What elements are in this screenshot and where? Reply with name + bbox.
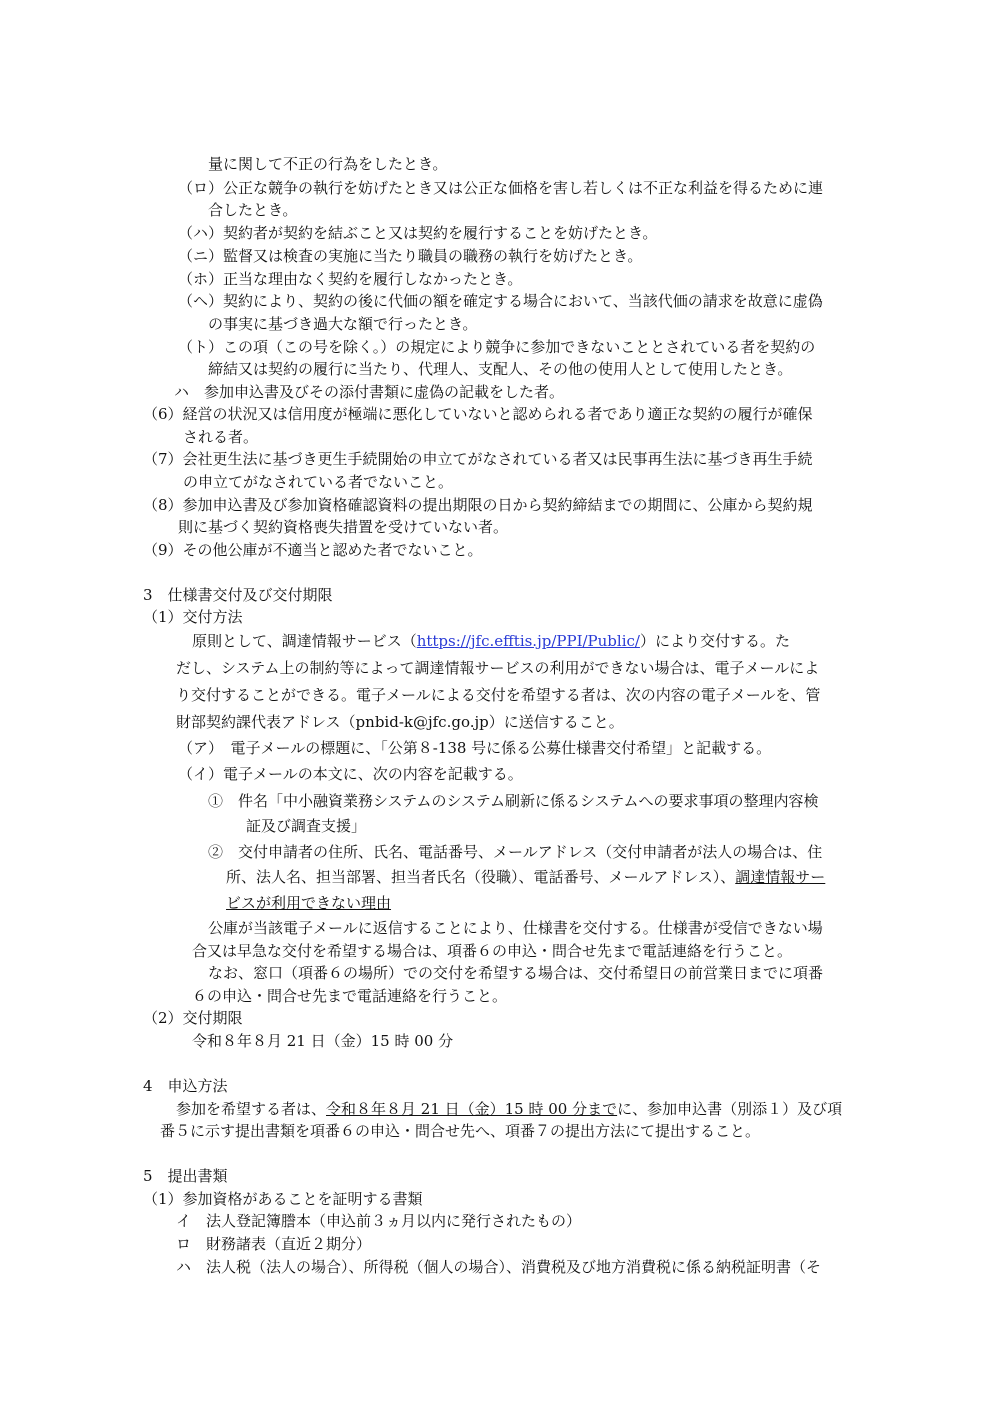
text-line: の事実に基づき過大な額で行ったとき。 <box>208 315 478 333</box>
subsection-heading: （1）交付方法 <box>143 608 243 626</box>
list-item-ha: （ハ）契約者が契約を結ぶこと又は契約を履行することを妨げたとき。 <box>178 224 658 242</box>
deadline-text: 令和８年８月 21 日（金）15 時 00 分 <box>192 1032 454 1050</box>
text-line: される者。 <box>183 428 259 446</box>
list-item-8: （8）参加申込書及び参加資格確認資料の提出期限の日から契約締結までの期間に、公庫から契約規 <box>143 496 813 514</box>
paragraph-line: り交付することができる。電子メールによる交付を希望する者は、次の内容の電子メールを、管 <box>176 686 821 704</box>
subsection-heading: （1）参加資格があることを証明する書類 <box>143 1190 423 1208</box>
list-item-circled-1: ① 件名「中小融資業務システムのシステム刷新に係るシステムへの要求事項の整理内容検 <box>208 792 819 810</box>
paragraph-line <box>176 1098 842 1121</box>
text-line: 締結又は契約の履行に当たり、代理人、支配人、その他の使用人として使用したとき。 <box>208 360 793 378</box>
paragraph-line: ６の申込・問合せ先まで電話連絡を行うこと。 <box>192 987 508 1005</box>
paragraph-line: なお、窓口（項番６の場所）での交付を希望する場合は、交付希望日の前営業日までに項番 <box>208 964 824 982</box>
text-span: に、参加申込書（別添１）及び項 <box>617 1100 843 1118</box>
paragraph-line: 財部契約課代表アドレス（pnbid-k@jfc.go.jp）に送信すること。 <box>176 713 624 731</box>
underlined-text: 調達情報サー <box>735 868 826 886</box>
list-item-i-doc: イ 法人登記簿謄本（申込前３ヵ月以内に発行されたもの） <box>176 1212 582 1230</box>
paragraph-line: 公庫が当該電子メールに返信することにより、仕様書を交付する。仕様書が受信できない場 <box>208 919 823 937</box>
paragraph-line: 番５に示す提出書類を項番６の申込・問合せ先へ、項番７の提出方法にて提出すること。 <box>160 1122 761 1140</box>
text-span: 所、法人名、担当部署、担当者氏名（役職）、電話番号、メールアドレス）、 <box>226 868 736 886</box>
text-line: 量に関して不正の行為をしたとき。 <box>208 155 448 173</box>
list-item-circled-2: ② 交付申請者の住所、氏名、電話番号、メールアドレス（交付申請者が法人の場合は、住 <box>208 843 823 861</box>
text-line: 則に基づく契約資格喪失措置を受けていない者。 <box>178 518 509 536</box>
list-item-a: （ア） 電子メールの標題に、「公第８-138 号に係る公募仕様書交付希望」と記載する。 <box>178 739 772 757</box>
procurement-service-link[interactable]: https://jfc.efftis.jp/PPI/Public/ <box>416 632 640 650</box>
list-item-ha-doc: ハ 法人税（法人の場合）、所得税（個人の場合）、消費税及び地方消費税に係る納税証明書（そ <box>176 1258 822 1276</box>
paragraph-line: 合又は早急な交付を希望する場合は、項番６の申込・問合せ先まで電話連絡を行うこと。 <box>192 942 793 960</box>
list-item-ni: （ニ）監督又は検査の実施に当たり職員の職務の執行を妨げたとき。 <box>178 247 643 265</box>
list-item-ha-main: ハ 参加申込書及びその添付書類に虚偽の記載をした者。 <box>174 383 565 401</box>
text-line: 証及び調査支援」 <box>246 817 367 835</box>
list-item-to: （ト）この項（この号を除く。）の規定により競争に参加できないこととされている者を契約の <box>178 338 816 356</box>
list-item-he: （ヘ）契約により、契約の後に代価の額を確定する場合において、当該代価の請求を故意に虚偽 <box>178 292 823 310</box>
subsection-heading: （2）交付期限 <box>143 1009 243 1027</box>
text-line: の申立てがなされている者でないこと。 <box>183 473 454 491</box>
list-item-ro-doc: ロ 財務諸表（直近２期分） <box>176 1235 372 1253</box>
section-heading-4: 4 申込方法 <box>143 1077 228 1095</box>
list-item-7: （7）会社更生法に基づき更生手続開始の申立てがなされている者又は民事再生法に基づき再生手続 <box>143 450 813 468</box>
list-item-ro: （ロ）公正な競争の執行を妨げたとき又は公正な価格を害し若しくは不正な利益を得るために連 <box>178 179 824 197</box>
list-item-9: （9）その他公庫が不適当と認めた者でないこと。 <box>143 541 483 559</box>
list-item-ho: （ホ）正当な理由なく契約を履行しなかったとき。 <box>178 270 523 288</box>
section-heading-3: 3 仕様書交付及び交付期限 <box>143 586 333 604</box>
paragraph-line: だし、システム上の制約等によって調達情報サービスの利用ができない場合は、電子メールによ <box>176 659 820 677</box>
text-line: 合したとき。 <box>208 201 298 219</box>
text-span: 参加を希望する者は、 <box>176 1100 327 1118</box>
underlined-deadline: 令和８年８月 21 日（金）15 時 00 分まで <box>326 1100 618 1118</box>
section-heading-5: 5 提出書類 <box>143 1167 228 1185</box>
list-item-6: （6）経営の状況又は信用度が極端に悪化していないと認められる者であり適正な契約の履行が確保 <box>143 405 813 423</box>
list-item-i: （イ）電子メールの本文に、次の内容を記載する。 <box>178 765 523 783</box>
text-span: 原則として、調達情報サービス（ <box>192 632 417 650</box>
text-line <box>226 866 825 889</box>
underlined-text: ビスが利用できない理由 <box>226 894 392 912</box>
paragraph-line <box>192 630 790 653</box>
text-span: ）により交付する。た <box>639 632 790 650</box>
